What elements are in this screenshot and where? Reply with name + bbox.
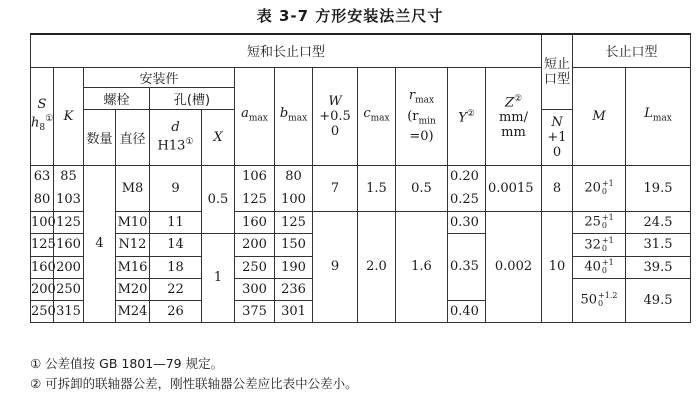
cell-Y: 0.30 — [448, 211, 486, 233]
cell-S: 63 — [31, 165, 54, 188]
header-Y: Y② — [448, 67, 486, 165]
header-M: M — [573, 67, 626, 165]
cell-K: 160 — [54, 233, 84, 256]
header-count: 数量 — [84, 109, 116, 165]
cell-M: 25 +1 0 — [573, 211, 626, 233]
cell-d: 11 — [150, 211, 202, 233]
header-W: W +0.5 0 — [313, 67, 358, 165]
cell-M: 40 +1 0 — [573, 256, 626, 278]
cell-S: 125 — [31, 233, 54, 256]
header-K: K — [54, 67, 84, 165]
cell-c: 1.5 — [358, 165, 396, 211]
cell-K: 200 — [54, 256, 84, 278]
cell-N: 8 — [542, 165, 573, 211]
cell-W: 9 — [313, 211, 358, 322]
cell-L: 31.5 — [626, 233, 691, 256]
header-N: N +1 0 — [542, 109, 573, 165]
cell-c: 2.0 — [358, 211, 396, 322]
cell-diameter: M24 — [116, 300, 150, 322]
cell-a: 300 — [235, 278, 275, 300]
cell-Y: 0.25 — [448, 188, 486, 211]
cell-d: 22 — [150, 278, 202, 300]
cell-diameter: N12 — [116, 233, 150, 256]
flange-dimension-table — [30, 33, 691, 323]
cell-X: 0.5 — [202, 165, 235, 233]
header-a: $a_{max}$ — [235, 67, 275, 165]
cell-d: 26 — [150, 300, 202, 322]
cell-Y: 0.35 — [448, 233, 486, 300]
cell-K: 85 — [54, 165, 84, 188]
cell-S: 80 — [31, 188, 54, 211]
footnote-1: ① 公差值按 GB 1801—79 规定。 — [30, 356, 224, 371]
cell-S: 200 — [31, 278, 54, 300]
cell-K: 125 — [54, 211, 84, 233]
table-title: 表 3-7 方形安装法兰尺寸 — [256, 7, 444, 25]
cell-Y: 0.40 — [448, 300, 486, 322]
cell-diameter: M10 — [116, 211, 150, 233]
cell-a: 200 — [235, 233, 275, 256]
cell-X: 1 — [202, 233, 235, 322]
header-L: $L_{max}$ — [626, 67, 691, 165]
cell-K: 103 — [54, 188, 84, 211]
cell-L: 39.5 — [626, 256, 691, 278]
cell-a: 160 — [235, 211, 275, 233]
cell-M: 20 +1 0 — [573, 165, 626, 211]
cell-b: 190 — [275, 256, 313, 278]
header-r: $r_{max}$ ($r_{min}$ =0) — [396, 67, 448, 165]
cell-a: 250 — [235, 256, 275, 278]
table-row — [31, 211, 691, 233]
cell-K: 250 — [54, 278, 84, 300]
cell-diameter: M20 — [116, 278, 150, 300]
header-d: d H13① — [150, 109, 202, 165]
cell-Z: 0.0015 — [486, 165, 542, 211]
cell-b: 80 — [275, 165, 313, 188]
cell-d: 9 — [150, 165, 202, 211]
cell-L: 24.5 — [626, 211, 691, 233]
cell-a: 106 — [235, 165, 275, 188]
cell-L: 19.5 — [626, 165, 691, 211]
cell-b: 301 — [275, 300, 313, 322]
cell-N: 10 — [542, 211, 573, 322]
cell-L: 49.5 — [626, 278, 691, 322]
header-b: $b_{max}$ — [275, 67, 313, 165]
cell-S: 160 — [31, 256, 54, 278]
cell-diameter: M16 — [116, 256, 150, 278]
cell-r: 1.6 — [396, 211, 448, 322]
cell-diameter: M8 — [116, 165, 150, 211]
cell-a: 375 — [235, 300, 275, 322]
header-c: $c_{max}$ — [358, 67, 396, 165]
cell-Z: 0.002 — [486, 211, 542, 322]
cell-d: 14 — [150, 233, 202, 256]
cell-count: 4 — [84, 165, 116, 322]
footnotes — [30, 354, 358, 394]
cell-b: 100 — [275, 188, 313, 211]
cell-b: 125 — [275, 211, 313, 233]
cell-S: 100 — [31, 211, 54, 233]
cell-S: 250 — [31, 300, 54, 322]
table-row — [31, 165, 691, 188]
cell-b: 236 — [275, 278, 313, 300]
cell-d: 18 — [150, 256, 202, 278]
cell-M: 32 +1 0 — [573, 233, 626, 256]
header-S: S $h_8^①$ — [31, 67, 54, 165]
cell-K: 315 — [54, 300, 84, 322]
cell-M: 50 +1.2 0 — [573, 278, 626, 322]
header-install: 安装件 — [84, 67, 235, 87]
header-bolt: 螺栓 — [84, 87, 150, 109]
header-short-type: 短止口型 — [542, 34, 573, 109]
header-hole: 孔(槽) — [150, 87, 235, 109]
cell-r: 0.5 — [396, 165, 448, 211]
header-X: X — [202, 109, 235, 165]
cell-W: 7 — [313, 165, 358, 211]
cell-Y: 0.20 — [448, 165, 486, 188]
header-diameter: 直径 — [116, 109, 150, 165]
header-short-long: 短和长止口型 — [31, 34, 542, 67]
header-Z: Z② mm/ mm — [486, 67, 542, 165]
footnote-2: ② 可拆卸的联轴器公差，刚性联轴器公差应比表中公差小。 — [30, 376, 358, 391]
cell-a: 125 — [235, 188, 275, 211]
header-long-type: 长止口型 — [573, 34, 691, 67]
cell-b: 150 — [275, 233, 313, 256]
